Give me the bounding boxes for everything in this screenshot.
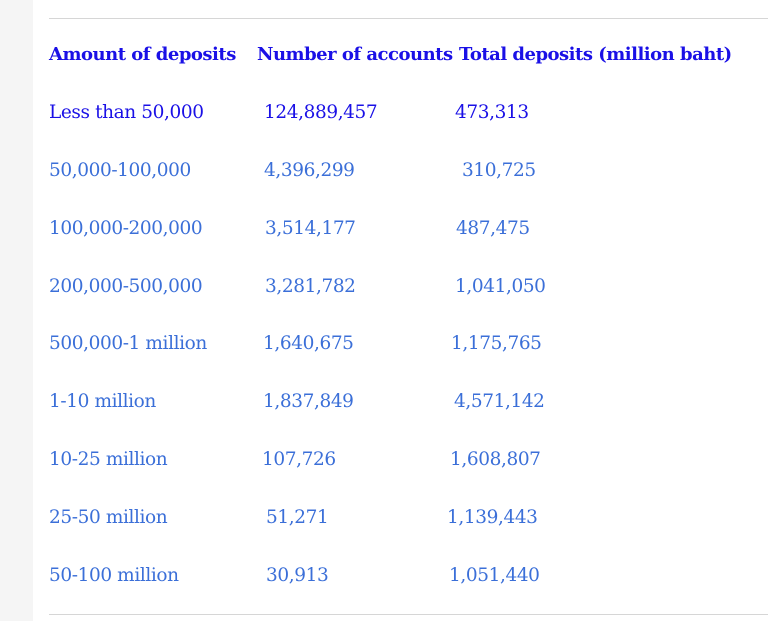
- row-accounts: 3,281,782: [265, 276, 356, 297]
- row-amount: 50-100 million: [49, 565, 179, 586]
- row-amount: 1-10 million: [49, 391, 156, 412]
- row-total: 1,175,765: [451, 333, 542, 354]
- table-top-rule: [49, 18, 768, 19]
- row-total: 4,571,142: [454, 391, 545, 412]
- table-bottom-rule: [49, 614, 768, 615]
- row-amount: 25-50 million: [49, 507, 168, 528]
- row-total: 487,475: [456, 218, 530, 239]
- row-accounts: 51,271: [266, 507, 329, 528]
- header-amount-of-deposits: Amount of deposits: [49, 44, 236, 65]
- header-number-of-accounts: Number of accounts: [257, 44, 453, 65]
- row-amount: 200,000-500,000: [49, 276, 203, 297]
- row-accounts: 4,396,299: [264, 160, 355, 181]
- row-accounts: 3,514,177: [265, 218, 356, 239]
- row-accounts: 30,913: [266, 565, 329, 586]
- row-total: 1,051,440: [449, 565, 540, 586]
- row-accounts: 107,726: [262, 449, 336, 470]
- row-total: 1,041,050: [455, 276, 546, 297]
- row-total: 1,139,443: [447, 507, 538, 528]
- row-amount: 500,000-1 million: [49, 333, 207, 354]
- header-total-deposits: Total deposits (million baht): [459, 44, 732, 65]
- row-amount: Less than 50,000: [49, 102, 204, 123]
- row-total: 310,725: [462, 160, 536, 181]
- row-amount: 100,000-200,000: [49, 218, 203, 239]
- row-accounts: 1,837,849: [263, 391, 354, 412]
- row-accounts: 1,640,675: [263, 333, 354, 354]
- row-amount: 10-25 million: [49, 449, 168, 470]
- row-total: 1,608,807: [450, 449, 541, 470]
- left-margin-strip: [0, 0, 33, 621]
- row-amount: 50,000-100,000: [49, 160, 191, 181]
- row-accounts: 124,889,457: [264, 102, 378, 123]
- row-total: 473,313: [455, 102, 529, 123]
